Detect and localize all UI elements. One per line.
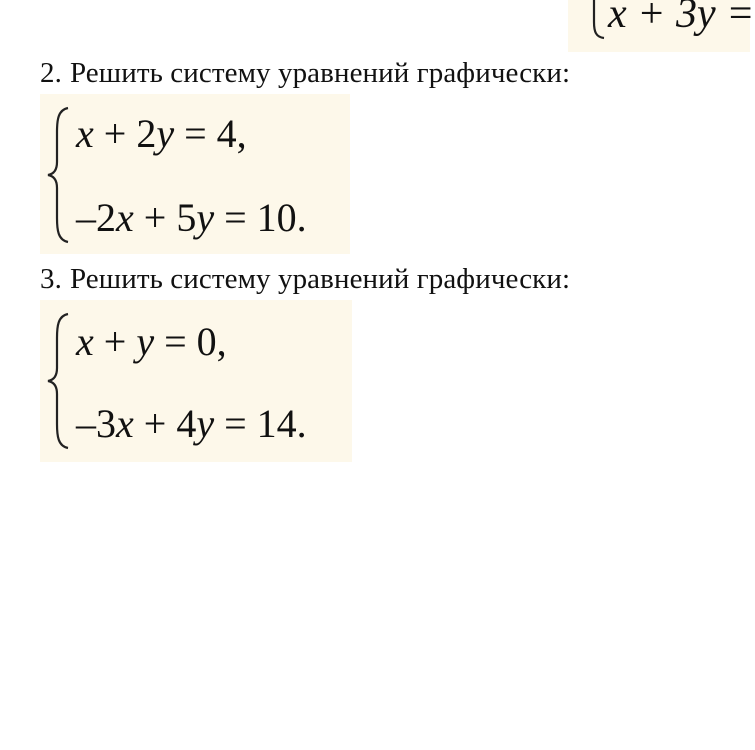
system-2-equation-1: x + 2y = 4, [76, 111, 247, 156]
brace-system-2 [44, 106, 70, 244]
brace-system-3 [44, 312, 70, 450]
brace-fragment [582, 0, 608, 40]
equation-fragment-top [568, 0, 755, 52]
problem-3-text: Решить систему уравнений графически: [69, 263, 571, 295]
system-3-equation-2: –3x + 4y = 14. [76, 401, 307, 446]
problem-2-heading [40, 56, 570, 90]
equation-fragment-text: x + 3y = [608, 0, 755, 37]
problem-2-number: 2. [40, 57, 62, 89]
equation-system-3 [40, 300, 352, 462]
system-2-equation-2: –2x + 5y = 10. [76, 195, 307, 240]
problem-3-heading [40, 262, 570, 296]
equation-system-2 [40, 94, 350, 254]
problem-2-text: Решить систему уравнений графически: [69, 57, 571, 89]
problem-3-number: 3. [40, 263, 62, 295]
system-3-equation-1: x + y = 0, [76, 319, 227, 364]
